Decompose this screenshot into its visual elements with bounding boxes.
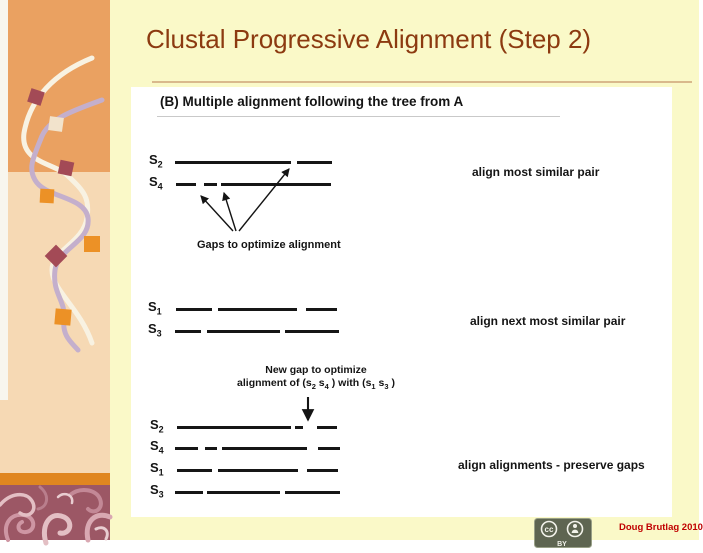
sequence-segment-S3 — [207, 491, 280, 494]
left-edge-strip — [0, 0, 8, 400]
annotation-subscript: 1 — [371, 382, 376, 392]
sequence-segment-S1 — [307, 469, 338, 472]
annotation-text-part: alignment of (s — [237, 377, 312, 389]
sidebar-orange-band — [8, 0, 110, 172]
sequence-segment-S1 — [176, 308, 212, 311]
figure-heading-rule — [157, 116, 560, 117]
seq-label-S2: $S_2$ — [149, 152, 163, 170]
sequence-segment-S2 — [317, 426, 337, 429]
annotation-subscript: 3 — [384, 382, 389, 392]
seq-label-S3: $S_3$ — [148, 321, 162, 339]
sequence-segment-S4 — [175, 447, 198, 450]
annotation-text-part: ) — [388, 377, 395, 389]
gaps-to-optimize-annotation: Gaps to optimize alignment — [197, 239, 341, 251]
sequence-segment-S2 — [177, 426, 291, 429]
sequence-segment-S2 — [175, 161, 291, 164]
new-gap-annotation-line1: New gap to optimize — [265, 364, 367, 376]
paisley-decoration — [0, 485, 110, 540]
annotation-text-part: ) with (s — [328, 377, 372, 389]
sidebar-accent-bar — [0, 473, 110, 485]
seq-label-S4: $S_4$ — [150, 438, 164, 456]
sequence-segment-S4 — [318, 447, 340, 450]
sequence-segment-S3 — [207, 330, 280, 333]
sequence-segment-S4 — [205, 447, 217, 450]
seq-label-S3: $S_3$ — [150, 482, 164, 500]
sequence-segment-S4 — [204, 183, 217, 186]
annotation-text-part: s — [375, 377, 385, 389]
seq-label-S2: $S_2$ — [150, 417, 164, 435]
new-gap-annotation-line2 — [226, 377, 406, 390]
title-rule — [152, 81, 692, 83]
new-gap-annotation — [226, 364, 406, 390]
sequence-segment-S4 — [176, 183, 196, 186]
sidebar-peach-band — [0, 172, 110, 475]
sequence-segment-S4 — [222, 447, 307, 450]
sequence-segment-S1 — [218, 308, 297, 311]
annotation-subscript: 4 — [324, 382, 329, 392]
figure-heading: (B) Multiple alignment following the tree from A — [160, 94, 464, 109]
caption-align-alignments-preserve-gaps: align alignments - preserve gaps — [458, 458, 645, 472]
seq-label-S1: $S_1$ — [150, 460, 164, 478]
seq-label-S4: $S_4$ — [149, 174, 163, 192]
cc-logo-text: cc — [544, 525, 554, 534]
sequence-segment-S2 — [295, 426, 303, 429]
annotation-text-part: s — [315, 377, 325, 389]
person-head-icon — [573, 524, 577, 528]
figure-panel — [131, 87, 672, 517]
sequence-segment-S1 — [306, 308, 337, 311]
sequence-segment-S3 — [175, 330, 201, 333]
cc-license-badge[interactable] — [534, 518, 592, 548]
cc-by-text: BY — [557, 541, 567, 548]
seq-label-S1: $S_1$ — [148, 299, 162, 317]
sequence-segment-S2 — [297, 161, 332, 164]
slide-title: Clustal Progressive Alignment (Step 2) — [146, 24, 592, 54]
sequence-segment-S3 — [285, 330, 339, 333]
sequence-segment-S1 — [177, 469, 212, 472]
author-credit: Doug Brutlag 2010 — [619, 522, 703, 533]
caption-align-next-most-similar-pair: align next most similar pair — [470, 314, 626, 328]
caption-align-most-similar-pair: align most similar pair — [472, 165, 600, 179]
annotation-subscript: 2 — [311, 382, 316, 392]
sequence-segment-S3 — [175, 491, 203, 494]
sequence-segment-S3 — [285, 491, 340, 494]
sequence-segment-S1 — [218, 469, 298, 472]
sequence-segment-S4 — [221, 183, 331, 186]
